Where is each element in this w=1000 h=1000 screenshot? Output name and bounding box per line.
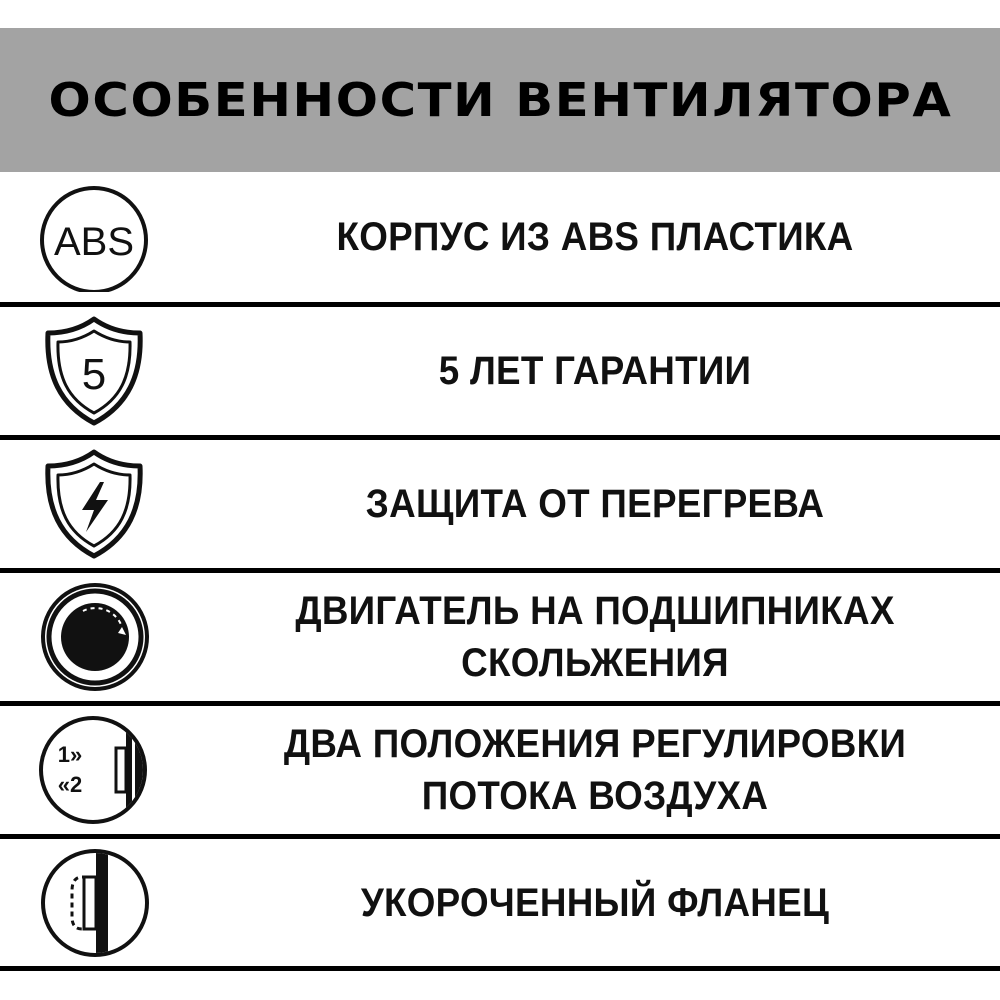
- feature-row-overheat: [0, 440, 1000, 568]
- feature-row-abs: [0, 172, 1000, 302]
- feature-label: ДВА ПОЛОЖЕНИЯ РЕГУЛИРОВКИ ПОТОКА ВОЗДУХА: [283, 722, 907, 818]
- warranty-icon-text: 5: [81, 350, 107, 399]
- abs-icon-text: ABS: [53, 220, 135, 264]
- feature-label: ДВИГАТЕЛЬ НА ПОДШИПНИКАХ СКОЛЬЖЕНИЯ: [295, 589, 895, 685]
- feature-row-flange: [0, 839, 1000, 967]
- feature-label: УКОРОЧЕННЫЙ ФЛАНЕЦ: [360, 881, 830, 925]
- position-1-text: 1»: [57, 742, 83, 767]
- feature-label: 5 ЛЕТ ГАРАНТИИ: [438, 349, 752, 393]
- feature-label: КОРПУС ИЗ ABS ПЛАСТИКА: [336, 215, 854, 259]
- divider: [0, 966, 1000, 971]
- feature-row-warranty: [0, 307, 1000, 435]
- motor-bearing-icon: [36, 581, 154, 693]
- short-flange-icon: [36, 847, 154, 959]
- feature-label: ЗАЩИТА ОТ ПЕРЕГРЕВА: [365, 482, 825, 526]
- feature-row-motor: [0, 573, 1000, 701]
- abs-badge-icon: [36, 184, 154, 292]
- page-title: ОСОБЕННОСТИ ВЕНТИЛЯТОРА: [48, 73, 952, 127]
- shield-lightning-icon: [36, 448, 154, 560]
- header-banner: [0, 28, 1000, 172]
- shield-5-icon: [36, 315, 154, 427]
- airflow-switch-icon: [36, 714, 154, 826]
- position-2-text: «2: [57, 772, 83, 797]
- feature-row-airflow: [0, 706, 1000, 834]
